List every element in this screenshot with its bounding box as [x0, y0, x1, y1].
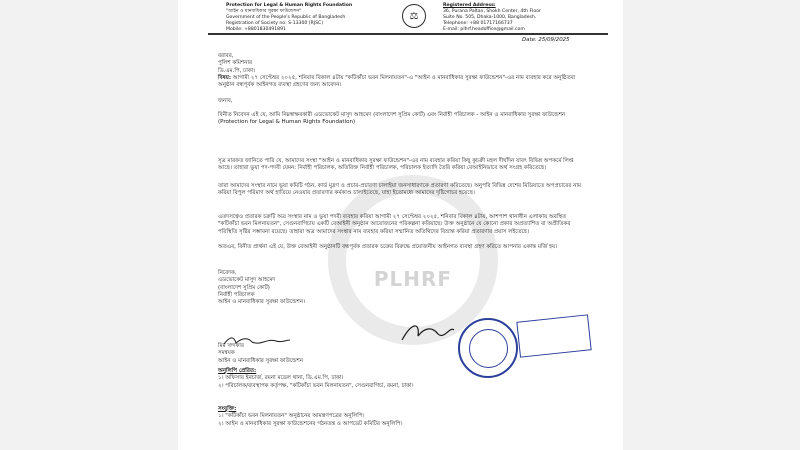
- salutation: জনাব,: [218, 98, 233, 104]
- letterhead-left: [226, 3, 396, 33]
- letter-date: Date: 25/09/2025: [522, 37, 570, 43]
- signatory-1-org: আইন ও মানবাধিকার সুরক্ষা ফাউন্ডেশন।: [218, 299, 306, 306]
- registered-address-label: Registered Address:: [443, 3, 496, 8]
- org-name-bn: "আইন ও মানবাধিকার সুরক্ষা ফাউন্ডেশন": [226, 9, 302, 14]
- paragraph-3: তারা আমাদের সংস্থার নামে ভুয়া কমিটি গঠন, কার্ড মুদ্রণ ও প্রচার-প্রচারণা চালাইয়া জনসাধারণকে প্রতারণা করিতেছে। অনুপরি বিভিন্ন দেশের মিডিয়াতে অপপ্রচারের নাম করিয়া বিপুল পরিমাণ অর্থ হাতিয়ে নেওয়ার প্রতারণার কর্মকাণ্ড চালাইতেছে, যাহা ইতোমধ্যে আমাদের দৃষ্টিগোচর হয়েছে।: [218, 183, 582, 197]
- paragraph-5: অতএব, বিনীত প্রার্থনা এই যে, উক্ত বেআইনী অনুষ্ঠানটি বন্ধপূর্বক প্রতারক চক্রের বিরুদ্ধে প্রয়োজনীয় আইনগত ব্যবস্থা গ্রহণ করিতে আপনার একান্ত মর্জি হয়।: [218, 244, 558, 250]
- address-line-1: 36, Purana Paltan, Shokh Center, 4th Floor: [443, 9, 541, 14]
- letter-page: [178, 0, 623, 450]
- scales-of-justice-icon: ⚖: [402, 4, 426, 28]
- copy-to-heading: অনুলিপি প্রেরিত:: [218, 368, 257, 374]
- recipient-block: [218, 53, 586, 75]
- paragraph-2: সূত্র মারফত জানিতে পারি যে, আমাদের সংস্থা "আইন ও মানবাধিকার সুরক্ষা ফাউন্ডেশন"-এর নাম ব্যবহার করিয়া কিছু কুচক্রী মহল দীর্ঘদিন যাবৎ বিভিন্ন অপকর্মে লিপ্ত আছে। তাহারা ভুয়া পদ-পদবী যেমন: নির্বাহী পরিচালক, অতিরিক্ত নির্বাহী পরিচালক, পরিচালক ইত্যাদি তৈরি করিয়া বেআইনিভাবে অর্থ সংগ্রহ করিতেছে।: [218, 158, 574, 172]
- paragraph-4: এতদসত্বেও প্রতারক চক্রটি অত্র সংস্থার নাম ও ভুয়া পদবী ব্যবহার করিয়া আগামী ২৭ সেপ্টেম্বর ২০২৫, শনিবার বিকাল ৪টায়, আশপাশ থানাধীন এলাকায় অবস্থিত "কটিকাঁচা ভবন মিলনায়তন", সেগুনবাগিচায় একটি বেআইনী অনুষ্ঠান আয়োজনের পরিকল্পনা করিয়াছে। উক্ত অনুষ্ঠানে যে কোনো প্রকার অপ্রত্যাশিত বা অপ্রীতিকর পরিস্থিতি সৃষ্টির সম্ভাবনা রয়েছে। তাহারা অত্র আমাদের সংস্থার নাম ব্যবহার করিয়া সম্মানিত অতিথিদের বিভ্রান্ত করিয়া প্রতারণার প্রয়াস লইতেছে।: [218, 214, 571, 235]
- registration-number: Registration of Society no: S-13300 (RJSC): [226, 21, 324, 26]
- subject-text: আগামী ২৭ সেপ্টেম্বর ২০২৫, শনিবার বিকাল ৪টায় "কটিকাঁচা ভবন মিলনায়তন"-এ "আইন ও মানবাধিকার সুরক্ষা ফাউন্ডেশন"-এর নাম ব্যবহার করে অনুষ্ঠিতব্য অনুষ্ঠান বন্ধপূর্বক আইনগত ব্যবস্থা গ্রহণের জন্য আবেদন।: [218, 75, 576, 89]
- signatory-2: [218, 343, 586, 365]
- annex-heading: সংযুক্তি:: [218, 406, 237, 412]
- closing: নিবেদক,: [218, 270, 237, 276]
- signatory-2-org: আইন ও মানবাধিকার সুরক্ষা ফাউন্ডেশন: [218, 357, 304, 364]
- signatory-1: [218, 270, 586, 306]
- paragraph-1: বিনীত নিবেদন এই যে, আমি নিম্নস্বাক্ষরকারী এডভোকেট মাসুদ আহমেদ (বাংলাদেশ সুপ্রিম কোর্ট) এবং নির্বাহী পরিচালক - আইন ও মানবাধিকার সুরক্ষা ফাউন্ডেশন (Protection for Legal & Human Rights Foundation): [218, 112, 566, 126]
- annex-item-2: ২। আইন ও মানবাধিকার সুরক্ষা ফাউন্ডেশনের গঠনতন্ত্র ও আপডেট কমিটির অনুলিপি।: [218, 420, 403, 427]
- mobile-number: Mobile: +8801830491891: [226, 27, 286, 32]
- govt-line: Government of the People's Republic of Bangladesh: [226, 15, 346, 20]
- subject-line: [218, 75, 586, 90]
- subject-label: বিষয়:: [218, 75, 232, 81]
- org-name-en: Protection for Legal & Human Rights Foundation: [226, 3, 353, 8]
- telephone: Telephone: +88 01717166737: [443, 21, 513, 26]
- annex-block: [218, 406, 586, 428]
- annex-item-1: ১। "কটিকাঁচা ভবন মিলনায়তন" অনুষ্ঠানের আমন্ত্রণপত্রের অনুলিপি।: [218, 413, 365, 420]
- signatory-2-title: সমন্বয়ক: [218, 350, 235, 357]
- recipient-to: বরাবর,: [218, 53, 234, 59]
- signatory-1-name: এডভোকেট মাসুদ আহমেদ: [218, 277, 276, 284]
- letterhead-right: [443, 3, 618, 33]
- copy-to-item-1: ১। অফিসার ইনচার্জ, রমনা মডেল থানা, ডি.এম.পি, ঢাকা।: [218, 375, 344, 382]
- signatory-1-court: (বাংলাদেশ সুপ্রিম কোর্ট): [218, 284, 270, 291]
- signatory-1-title: নির্বাহী পরিচালক: [218, 291, 255, 298]
- recipient-line-1: পুলিশ কমিশনার: [218, 60, 253, 67]
- header-divider: [208, 33, 608, 35]
- email: E-mail: plhrf.headoffice@gmail.com: [443, 27, 525, 32]
- watermark-text: PLHRF: [373, 267, 453, 291]
- recipient-line-2: ডি.এম.পি, ঢাকা।: [218, 67, 256, 74]
- copy-to-item-2: ২। পরিচালক/ব্যবস্থাপক কর্তৃপক্ষ, "কটিকাঁচা ভবন মিলনায়তন", সেগুনবাগিচা, রমনা, ঢাকা।: [218, 382, 414, 389]
- copy-to-block: [218, 368, 586, 390]
- address-line-2: Suite No. 505, Dhaka-1000, Bangladesh.: [443, 15, 537, 20]
- signatory-2-name: মিম খন্দকার: [218, 343, 244, 349]
